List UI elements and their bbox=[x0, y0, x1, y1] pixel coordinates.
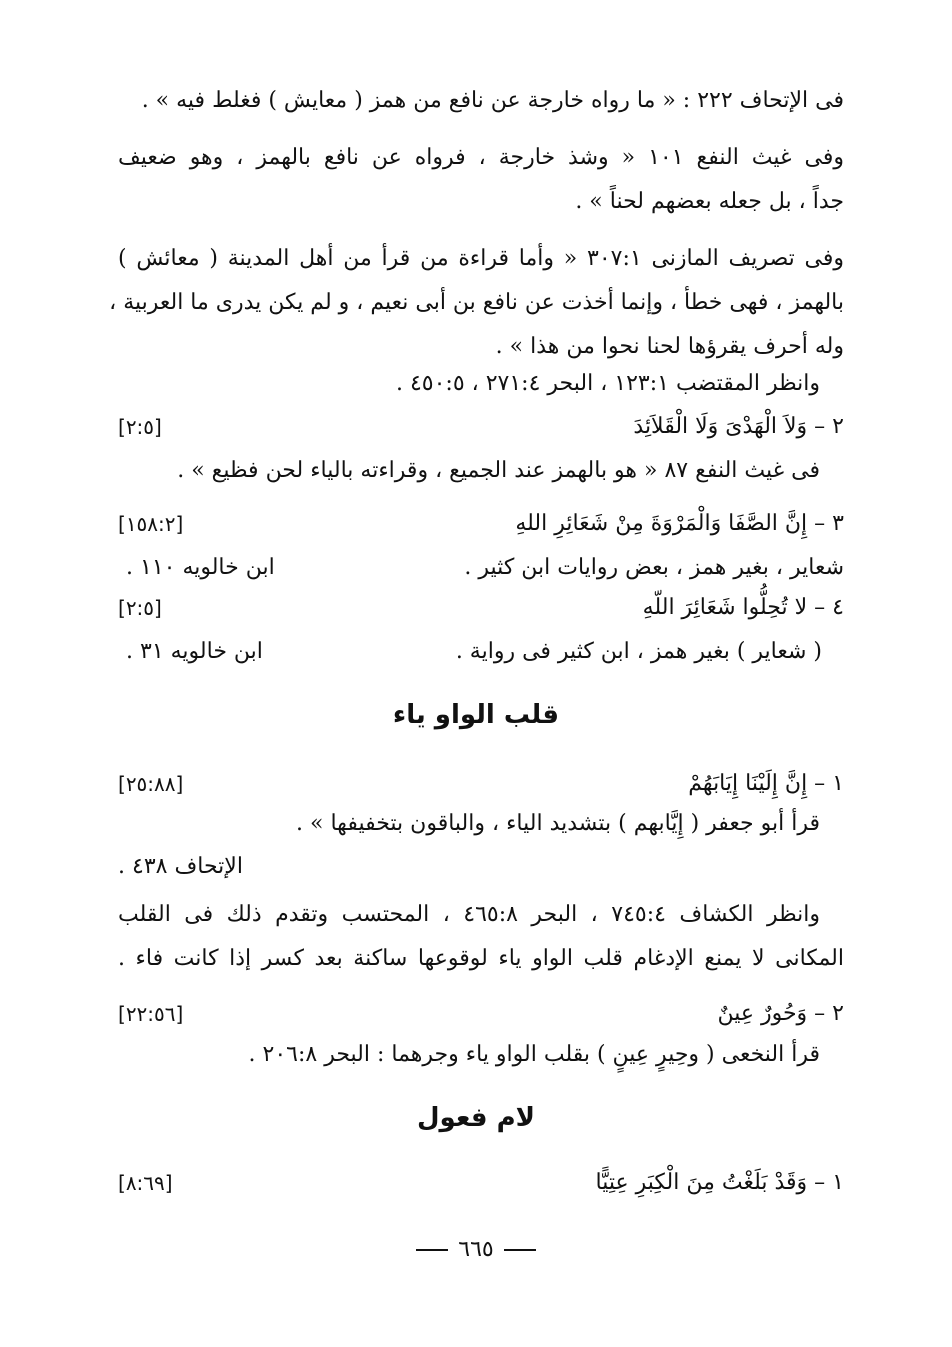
dash-decoration bbox=[504, 1249, 536, 1251]
text-line: وفى غيث النفع ١٠١ « وشذ خارجة ، فرواه عن نافع بالهمز ، وهو ضعيف bbox=[118, 145, 844, 170]
verse-row bbox=[118, 762, 844, 806]
note-source: ابن خالويه ١١٠ . bbox=[126, 555, 275, 580]
verse-text: ٣ – إِنَّ الصَّفَا وَالْمَرْوَةَ مِنْ شَعَائِرِ اللهِ bbox=[515, 511, 844, 536]
text-line: فى غيث النفع ٨٧ « هو بالهمز عند الجميع ، وقراءته بالياء لحن فظيع » . bbox=[177, 458, 820, 483]
verse-reference: [٨:٦٩] bbox=[118, 1171, 173, 1195]
verse-row bbox=[118, 1161, 844, 1205]
note-row bbox=[118, 546, 844, 590]
verse-text: ٤ – لا تُحِلُّوا شَعَائِرَ اللّهِ bbox=[642, 595, 844, 620]
text-line: الإتحاف ٤٣٨ . bbox=[118, 854, 243, 879]
page-number bbox=[0, 1228, 952, 1272]
verse-row bbox=[118, 586, 844, 630]
verse-reference: [٢:٥] bbox=[118, 596, 162, 620]
verse-row bbox=[118, 992, 844, 1036]
text-line: قرأ أبو جعفر ( إِيَّابهم ) بتشديد الياء ، والباقون بتخفيفها » . bbox=[296, 811, 820, 836]
note-row bbox=[118, 630, 844, 674]
dash-decoration bbox=[416, 1249, 448, 1251]
verse-reference: [٢٥:٨٨] bbox=[118, 772, 184, 796]
verse-text: ٢ – وَلاَ الْهَدْىَ وَلَا الْقَلاَئِدَ bbox=[633, 414, 844, 439]
page-number-text: ٦٦٥ bbox=[458, 1237, 494, 1262]
text-line: وفى تصريف المازنى ٣٠٧:١ « وأما قراءة من قرأ من أهل المدينة ( معائش ) bbox=[118, 246, 845, 271]
verse-reference: [٢٢:٥٦] bbox=[118, 1002, 184, 1026]
verse-reference: [٢:٥] bbox=[118, 415, 162, 439]
section-heading: قلب الواو ياء bbox=[392, 700, 560, 730]
text-line: المكانى لا يمنع الإدغام قلب الواو ياء لوقوعها ساكنة بعد كسر إذا كانت فاء . bbox=[118, 946, 844, 971]
text-line: قرأ النخعى ( وحِيرٍ عِينٍ ) بقلب الواو ياء وجرهما : البحر ٢٠٦:٨ . bbox=[248, 1042, 820, 1067]
text-line: وانظر المقتضب ١٢٣:١ ، البحر ٢٧١:٤ ، ٤٥٠:٥ . bbox=[395, 371, 820, 396]
note-text: شعاير ، بغير همز ، بعض روايات ابن كثير . bbox=[464, 555, 844, 580]
verse-row bbox=[118, 502, 844, 546]
verse-text: ١ – إِنَّ إِلَيْنَا إِيَابَهُمْ bbox=[688, 771, 844, 796]
verse-text: ٢ – وَحُورٌ عِينٌ bbox=[717, 1001, 844, 1026]
verse-reference: [١٥٨:٢] bbox=[118, 512, 184, 536]
verse-text: ١ – وَقَدْ بَلَغْتُ مِنَ الْكِبَرِ عِتِيًّا bbox=[595, 1170, 844, 1195]
note-text: ( شعاير ) بغير همز ، ابن كثير فى رواية . bbox=[455, 639, 822, 664]
text-line: بالهمز ، فهى خطأ ، وإنما أخذت عن نافع بن أبى نعيم ، و لم يكن يدرى ما العربية ، bbox=[109, 290, 844, 315]
text-line: جداً ، بل جعله بعضهم لحناً » . bbox=[575, 189, 844, 214]
verse-row bbox=[118, 405, 844, 449]
text-line: وانظر الكشاف ٧٤٥:٤ ، البحر ٤٦٥:٨ ، المحتسب وتقدم ذلك فى القلب bbox=[118, 902, 821, 927]
note-source: ابن خالويه ٣١ . bbox=[126, 639, 263, 664]
text-line: وله أحرف يقرؤها لحنا نحوا من هذا » . bbox=[495, 334, 844, 359]
text-line: فى الإتحاف ٢٢٢ : « ما رواه خارجة عن نافع من همز ( معايش ) فغلط فيه » . bbox=[141, 88, 844, 113]
section-heading: لام فعول bbox=[416, 1103, 536, 1133]
